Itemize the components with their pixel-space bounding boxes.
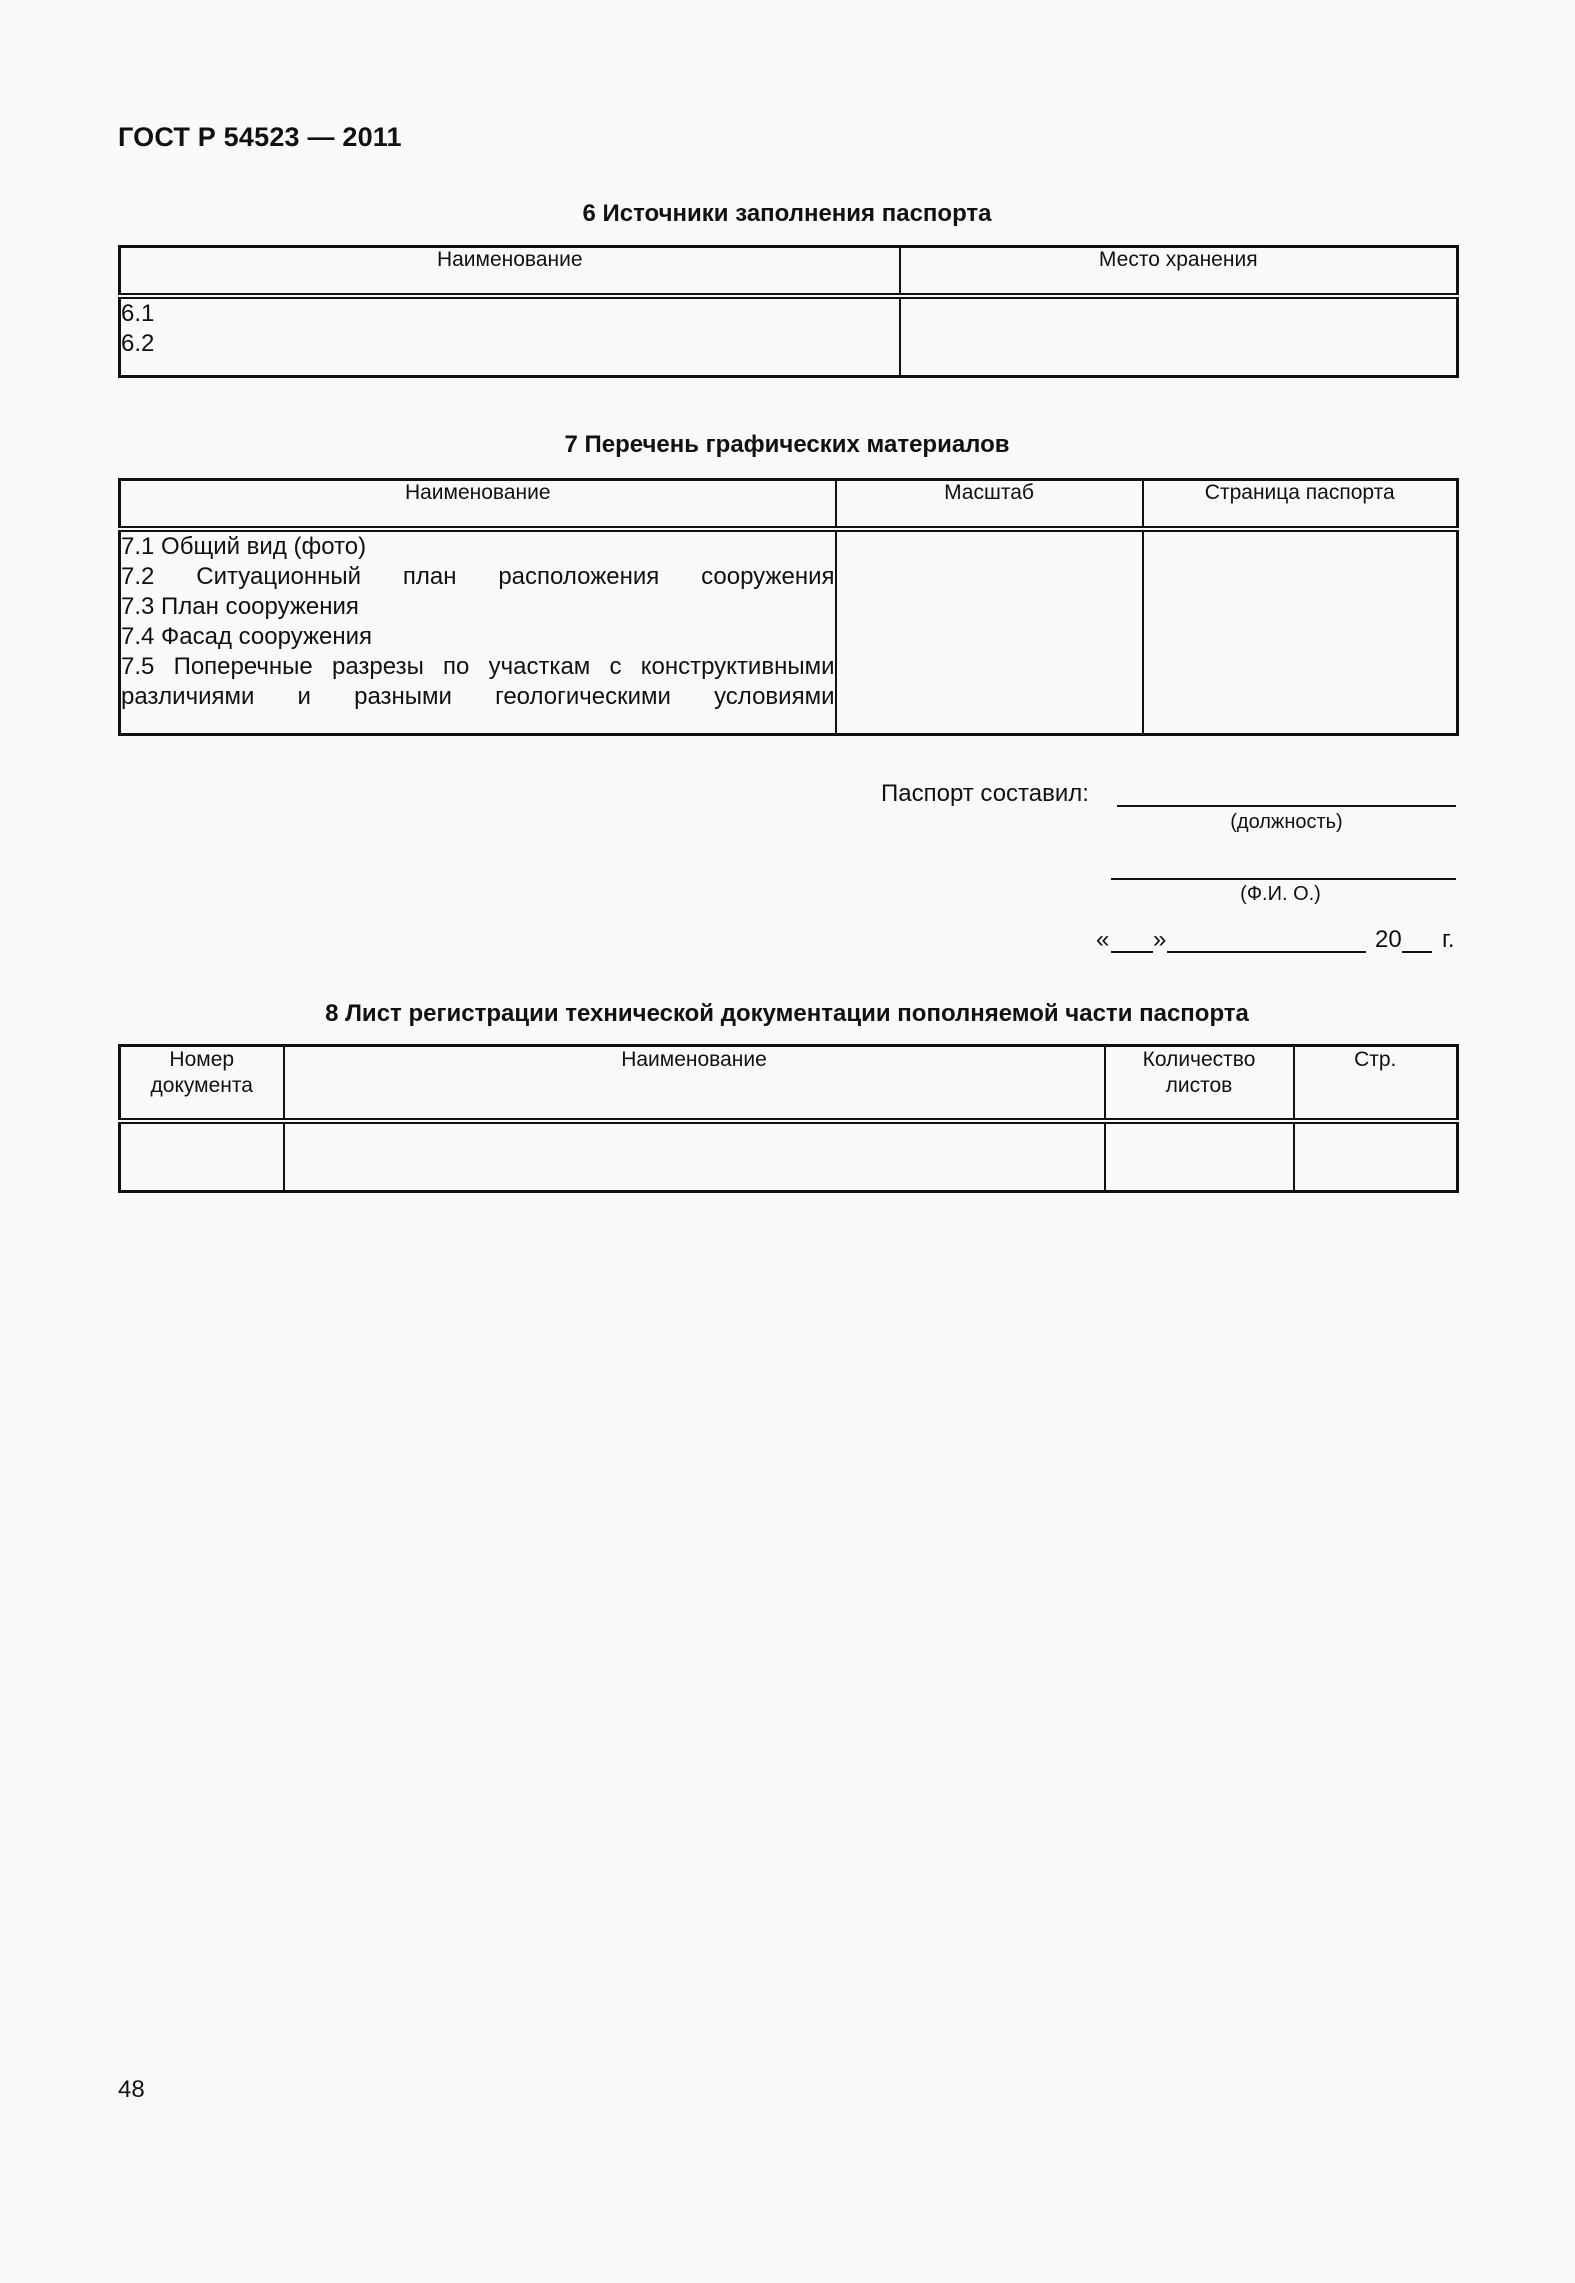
document-number-cell <box>120 1121 284 1192</box>
table-row <box>120 296 1458 376</box>
date-quote-close: » <box>1153 926 1167 953</box>
list-item: 7.3 План сооружения <box>121 593 359 620</box>
list-item: различиями и разными геологическими условиями <box>121 683 835 710</box>
list-item: 7.4 Фасад сооружения <box>121 623 373 650</box>
year-line <box>1402 951 1432 953</box>
column-header-page <box>1294 1046 1458 1121</box>
header-line: листов <box>1165 1074 1233 1097</box>
year-suffix: г. <box>1442 926 1455 953</box>
section-8-title: 8 Лист регистрации технической документации пополняемой части паспорта <box>325 1000 1249 1027</box>
graphic-materials-table <box>118 478 1459 736</box>
column-header-name: Наименование <box>120 247 900 297</box>
materials-list-cell <box>120 529 836 734</box>
list-item: 6.1 <box>121 300 155 327</box>
list-item: 7.2 Ситуационный план расположения сооружения <box>121 563 835 590</box>
name-line <box>1111 878 1456 880</box>
passport-page-cell <box>1143 529 1458 734</box>
year-prefix: 20 <box>1375 926 1402 953</box>
section-7-title: 7 Перечень графических материалов <box>564 431 1010 458</box>
list-item: 7.1 Общий вид (фото) <box>121 533 367 560</box>
header-line: документа <box>150 1074 253 1097</box>
table-row <box>120 1121 1458 1192</box>
column-header-name <box>284 1046 1105 1121</box>
sources-table <box>118 245 1459 378</box>
column-header-scale: Масштаб <box>836 480 1143 530</box>
header-line: Наименование <box>621 1048 767 1071</box>
scale-cell <box>836 529 1143 734</box>
position-line <box>1117 805 1456 807</box>
column-header-passport-page: Страница паспорта <box>1143 480 1458 530</box>
storage-cell <box>900 296 1458 376</box>
list-item: 6.2 <box>121 330 155 357</box>
section-6-title: 6 Источники заполнения паспорта <box>582 200 992 227</box>
column-header-storage: Место хранения <box>900 247 1458 297</box>
page-number: 48 <box>118 2076 145 2103</box>
date-quote-open: « <box>1096 926 1110 953</box>
month-line <box>1167 951 1366 953</box>
page-cell <box>1294 1121 1458 1192</box>
day-line <box>1111 951 1153 953</box>
document-code: ГОСТ Р 54523 — 2011 <box>118 122 402 152</box>
name-caption: (Ф.И. О.) <box>1240 883 1321 905</box>
position-caption: (должность) <box>1230 811 1343 833</box>
table-row <box>120 529 1458 734</box>
header-line: Количество <box>1142 1048 1256 1071</box>
registration-table <box>118 1044 1459 1193</box>
column-header-name: Наименование <box>120 480 836 530</box>
sheet-count-cell <box>1105 1121 1294 1192</box>
list-item: 7.5 Поперечные разрезы по участкам с конструктивными <box>121 653 835 680</box>
column-header-document-number <box>120 1046 284 1121</box>
header-line: Номер <box>169 1048 235 1071</box>
sources-list-cell <box>120 296 900 376</box>
compiled-by-label: Паспорт составил: <box>881 780 1089 807</box>
column-header-sheet-count <box>1105 1046 1294 1121</box>
header-line: Стр. <box>1354 1048 1397 1071</box>
name-cell <box>284 1121 1105 1192</box>
